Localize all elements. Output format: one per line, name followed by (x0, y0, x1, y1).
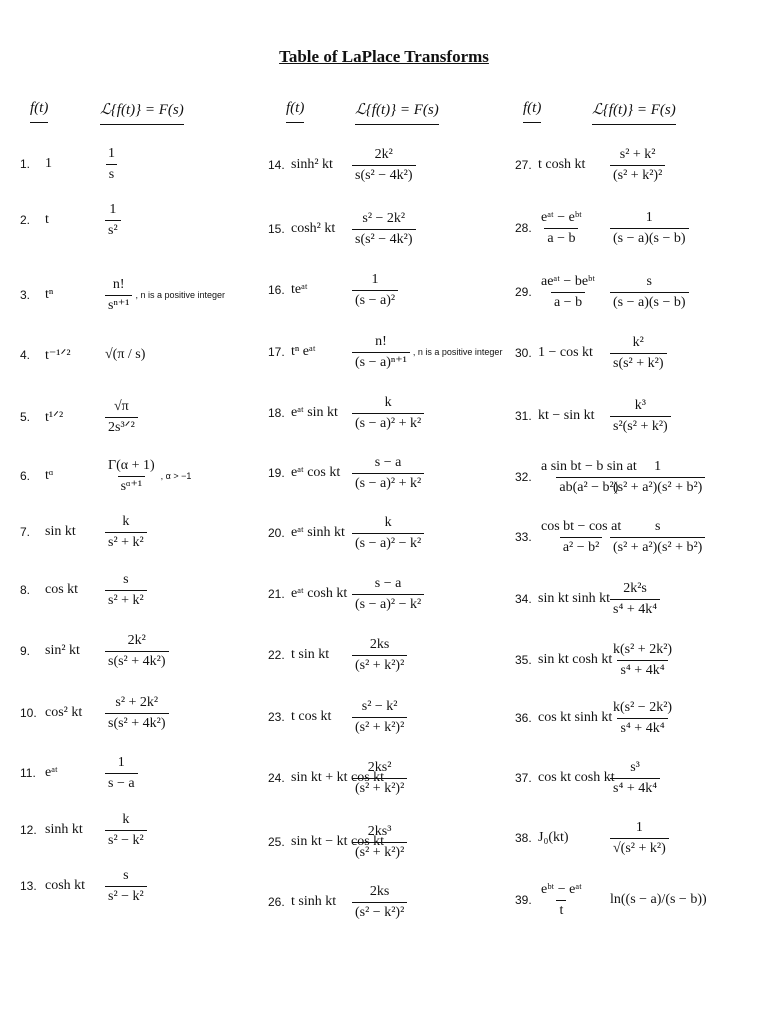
numerator: aeᵃᵗ − beᵇᵗ (541, 274, 596, 290)
numerator: s (123, 572, 129, 588)
transform-expression (610, 815, 669, 861)
function-text: sin² kt (45, 643, 80, 658)
transform-expression (610, 576, 660, 622)
function-text: eᵃᵗ sinh kt (291, 525, 345, 540)
function-expression (45, 272, 53, 318)
row-number: 35. (515, 653, 532, 667)
denominator: s² − k² (105, 886, 147, 904)
transform-condition-note: , n is a positive integer (412, 347, 503, 357)
row-number: 8. (20, 583, 31, 597)
row-number: 18. (268, 406, 285, 420)
transform-fraction (352, 637, 407, 673)
numerator: s (654, 519, 661, 535)
function-expression (291, 694, 331, 740)
row-number: 1. (20, 157, 31, 171)
numerator: 2ks² (367, 760, 392, 776)
transform-expression (352, 632, 407, 678)
function-expression (538, 142, 585, 188)
denominator: (s² + a²)(s² + b²) (610, 537, 705, 555)
transform-expression (352, 450, 424, 496)
transform-fraction (610, 147, 665, 183)
row-number: 29. (515, 285, 532, 299)
transform-expression (352, 694, 407, 740)
transform-expression (105, 690, 169, 736)
denominator: a² − b² (560, 537, 603, 555)
transform-expression (352, 755, 407, 801)
row-number: 34. (515, 592, 532, 606)
transform-fraction (610, 398, 671, 434)
transform-fraction (105, 458, 158, 494)
transform-fraction (610, 274, 689, 310)
row-number: 22. (268, 648, 285, 662)
transform-expression (610, 695, 675, 741)
denominator: s − a (105, 773, 138, 791)
function-expression (538, 695, 612, 741)
column-header-f: f(t) (523, 100, 541, 123)
transform-fraction (610, 519, 705, 555)
transform-expression (352, 819, 407, 865)
numerator: k (384, 515, 392, 531)
function-text: eᵃᵗ (45, 765, 58, 780)
numerator: 2ks (369, 637, 390, 653)
function-expression (291, 879, 336, 925)
transform-fraction (352, 576, 424, 612)
numerator: 1 (645, 210, 653, 226)
numerator: s² − 2k² (362, 211, 406, 227)
transform-fraction (105, 755, 138, 791)
denominator: a − b (544, 228, 578, 246)
function-expression (45, 509, 76, 555)
denominator: s² + k² (105, 590, 147, 608)
transform-expression (352, 329, 502, 375)
transform-condition-note: , n is a positive integer (135, 290, 226, 300)
denominator: (s − a)² − k² (352, 533, 424, 551)
numerator: 1 (654, 459, 662, 475)
transform-expression (105, 750, 138, 796)
transform-expression (610, 330, 667, 376)
transform-fraction (610, 210, 689, 246)
row-number: 7. (20, 525, 31, 539)
transform-fraction (105, 399, 138, 435)
numerator: k³ (634, 398, 646, 414)
function-text: sinh² kt (291, 157, 333, 172)
denominator: (s² + k²)² (610, 165, 665, 183)
numerator: 2k² (374, 147, 393, 163)
denominator: s⁴ + 4k⁴ (610, 778, 660, 796)
transform-fraction (105, 202, 121, 238)
function-expression (538, 330, 593, 376)
denominator: 2s³ᐟ² (105, 417, 138, 435)
transform-fraction (610, 760, 660, 796)
denominator: s⁴ + 4k⁴ (617, 718, 667, 736)
column-header-transform: ℒ{f(t)} = F(s) (592, 100, 676, 125)
denominator: ab(a² − b²) (556, 477, 621, 495)
row-number: 21. (268, 587, 285, 601)
transform-expression (105, 394, 138, 440)
transform-fraction (352, 147, 416, 183)
denominator: (s² + a²)(s² + b²) (610, 477, 705, 495)
function-expression (538, 576, 610, 622)
row-number: 16. (268, 283, 285, 297)
numerator: cos bt − cos at (541, 519, 622, 535)
row-number: 10. (20, 706, 37, 720)
transform-fraction (352, 760, 407, 796)
function-text: 1 (45, 156, 52, 171)
transform-expression (105, 141, 118, 187)
row-number: 2. (20, 213, 31, 227)
denominator: s⁴ + 4k⁴ (617, 660, 667, 678)
denominator: s(s² + k²) (610, 353, 667, 371)
numerator: k (122, 812, 130, 828)
function-text: sin kt − kt cos kt (291, 834, 385, 849)
numerator: s³ (630, 760, 640, 776)
denominator: (s − a)² − k² (352, 594, 424, 612)
function-expression (45, 453, 53, 499)
row-number: 23. (268, 710, 285, 724)
function-expression (291, 206, 335, 252)
numerator: a sin bt − b sin at (541, 459, 637, 475)
transform-fraction (105, 277, 132, 313)
function-expression (291, 390, 338, 436)
function-text: sin kt sinh kt (538, 591, 610, 606)
row-number: 39. (515, 893, 532, 907)
row-number: 32. (515, 470, 532, 484)
denominator: (s − a)² (352, 290, 398, 308)
numerator: n! (112, 277, 125, 293)
transform-fraction (105, 514, 147, 550)
function-expression (45, 690, 82, 736)
denominator: s(s² − 4k²) (352, 229, 416, 247)
numerator: √π (114, 399, 129, 415)
function-text: cosh kt (45, 878, 86, 893)
function-text: cos kt sinh kt (538, 710, 613, 725)
row-number: 20. (268, 526, 285, 540)
transform-expression (105, 807, 147, 853)
row-number: 11. (20, 766, 36, 780)
transform-fraction (352, 884, 407, 920)
function-text: sin kt cosh kt (538, 652, 613, 667)
transform-fraction (105, 146, 118, 182)
numerator: 1 (108, 146, 115, 162)
numerator: eᵇᵗ − eᵃᵗ (541, 882, 582, 898)
function-expression (538, 877, 585, 923)
denominator: s(s² − 4k²) (352, 165, 416, 183)
function-expression (291, 510, 345, 556)
denominator: t (556, 900, 566, 918)
transform-expression (610, 514, 705, 560)
transform-expression (105, 567, 147, 613)
function-expression (45, 863, 85, 909)
denominator: s⁴ + 4k⁴ (610, 599, 660, 617)
numerator: 1 (117, 755, 125, 771)
numerator: k² (632, 335, 644, 351)
row-number: 27. (515, 158, 532, 172)
row-number: 14. (268, 158, 285, 172)
row-number: 37. (515, 771, 532, 785)
function-fraction (538, 274, 598, 310)
function-expression (45, 394, 63, 440)
transform-fraction (610, 335, 667, 371)
denominator: √(s² + k²) (610, 838, 669, 856)
row-number: 9. (20, 644, 31, 658)
function-expression (538, 755, 615, 801)
function-expression (291, 632, 329, 678)
function-text: eᵃᵗ sin kt (291, 405, 338, 420)
transform-expression (105, 509, 147, 555)
transform-text: √(π / s) (105, 347, 146, 362)
column-header-f: f(t) (286, 100, 304, 123)
function-expression (291, 142, 333, 188)
denominator: (s² + k²)² (352, 717, 407, 735)
denominator: (s² − k²)² (352, 902, 407, 920)
function-text: t sinh kt (291, 894, 337, 909)
denominator: s²(s² + k²) (610, 416, 671, 434)
denominator: s² (105, 220, 121, 238)
transform-fraction (610, 581, 660, 617)
numerator: s² + k² (619, 147, 656, 163)
transform-fraction (352, 824, 407, 860)
denominator: a − b (551, 292, 585, 310)
transform-fraction (610, 700, 675, 736)
transform-expression (610, 454, 705, 500)
function-expression (538, 205, 585, 251)
transform-expression (105, 272, 225, 318)
transform-fraction (352, 699, 407, 735)
numerator: k (384, 395, 392, 411)
function-text: eᵃᵗ cos kt (291, 465, 341, 480)
numerator: 2k²s (623, 581, 647, 597)
denominator: (s − a)² + k² (352, 413, 424, 431)
function-text: tᵅ (45, 468, 54, 483)
function-text: sinh kt (45, 822, 83, 837)
transform-expression (610, 755, 660, 801)
transform-expression (352, 390, 424, 436)
numerator: s² − k² (361, 699, 398, 715)
transform-expression (352, 510, 424, 556)
transform-expression (352, 267, 398, 313)
numerator: s (646, 274, 652, 290)
numerator: 1 (635, 820, 643, 836)
transform-fraction (610, 820, 669, 856)
denominator: (s − a)(s − b) (610, 228, 689, 246)
transform-fraction (105, 812, 147, 848)
transform-expression (610, 269, 689, 315)
function-text: t cos kt (291, 709, 332, 724)
numerator: k(s² + 2k²) (613, 642, 673, 658)
transform-expression (105, 453, 191, 499)
transform-fraction (105, 633, 169, 669)
transform-expression (352, 879, 407, 925)
denominator: sᵅ⁺¹ (118, 476, 145, 494)
function-expression (45, 628, 80, 674)
denominator: (s − a)² + k² (352, 473, 424, 491)
transform-fraction (352, 395, 424, 431)
transform-fraction (352, 211, 416, 247)
transform-fraction (352, 455, 424, 491)
function-expression (45, 807, 83, 853)
transform-fraction (352, 272, 398, 308)
function-expression (291, 267, 308, 313)
transform-fraction (105, 695, 169, 731)
transform-text: ln((s − a)/(s − b)) (610, 892, 707, 907)
transform-fraction (610, 459, 705, 495)
transform-expression (352, 571, 424, 617)
numerator: n! (375, 334, 387, 350)
numerator: s (123, 868, 129, 884)
function-expression (538, 637, 612, 683)
denominator: s² − k² (105, 830, 147, 848)
function-text: t (45, 212, 49, 227)
denominator: (s − a)(s − b) (610, 292, 689, 310)
transform-expression (105, 332, 145, 378)
transform-expression (610, 205, 689, 251)
function-expression (538, 269, 598, 315)
transform-fraction (105, 572, 147, 608)
denominator: (s − a)ⁿ⁺¹ (352, 352, 410, 370)
function-text: t cosh kt (538, 157, 586, 172)
transform-fraction (352, 515, 424, 551)
transform-expression (352, 206, 416, 252)
transform-expression (105, 863, 147, 909)
row-number: 36. (515, 711, 532, 725)
function-text: 1 − cos kt (538, 345, 593, 360)
row-number: 26. (268, 895, 285, 909)
denominator: s (106, 164, 117, 182)
function-text: sin kt + kt cos kt (291, 770, 385, 785)
numerator: eᵃᵗ − eᵇᵗ (541, 210, 582, 226)
transform-fraction (610, 642, 675, 678)
function-text: cos kt (45, 582, 79, 597)
numerator: 1 (371, 272, 379, 288)
row-number: 5. (20, 410, 31, 424)
function-expression (291, 571, 347, 617)
function-text: kt − sin kt (538, 408, 595, 423)
function-text: tⁿ (45, 287, 54, 302)
function-expression (291, 450, 340, 496)
numerator: s − a (374, 576, 402, 592)
denominator: sⁿ⁺¹ (105, 295, 132, 313)
row-number: 25. (268, 835, 285, 849)
row-number: 3. (20, 288, 31, 302)
denominator: (s² + k²)² (352, 655, 407, 673)
function-expression (45, 332, 71, 378)
row-number: 17. (268, 345, 285, 359)
row-number: 13. (20, 879, 37, 893)
numerator: k(s² − 2k²) (613, 700, 673, 716)
column-header-transform: ℒ{f(t)} = F(s) (355, 100, 439, 125)
function-expression (45, 750, 58, 796)
row-number: 6. (20, 469, 31, 483)
row-number: 30. (515, 346, 532, 360)
numerator: 2ks (369, 884, 390, 900)
transform-condition-note: , α > −1 (160, 471, 192, 481)
function-text: t sin kt (291, 647, 330, 662)
function-text: J₀(kt) (538, 830, 569, 845)
function-expression (45, 567, 78, 613)
function-text: cos² kt (45, 705, 83, 720)
numerator: 2k² (127, 633, 146, 649)
transform-fraction (352, 334, 410, 370)
column-header-transform: ℒ{f(t)} = F(s) (100, 100, 184, 125)
numerator: s² + 2k² (115, 695, 159, 711)
denominator: s² + k² (105, 532, 147, 550)
numerator: Γ(α + 1) (108, 458, 155, 474)
function-text: sin kt (45, 524, 76, 539)
transform-expression (610, 142, 665, 188)
numerator: 2ks³ (367, 824, 392, 840)
transform-fraction (105, 868, 147, 904)
denominator: (s² + k²)² (352, 778, 407, 796)
function-fraction (538, 210, 585, 246)
function-text: eᵃᵗ cosh kt (291, 586, 348, 601)
function-expression (45, 141, 52, 187)
row-number: 31. (515, 409, 532, 423)
transform-expression (610, 877, 707, 923)
numerator: s − a (374, 455, 402, 471)
function-text: teᵃᵗ (291, 282, 308, 297)
row-number: 33. (515, 530, 532, 544)
row-number: 4. (20, 348, 31, 362)
function-expression (291, 329, 316, 375)
transform-expression (352, 142, 416, 188)
transform-expression (105, 628, 169, 674)
function-expression (538, 815, 569, 861)
function-fraction (538, 882, 585, 918)
function-expression (45, 197, 49, 243)
row-number: 12. (20, 823, 37, 837)
denominator: s(s² + 4k²) (105, 651, 169, 669)
row-number: 28. (515, 221, 532, 235)
denominator: s(s² + 4k²) (105, 713, 169, 731)
numerator: k (122, 514, 130, 530)
function-text: t¹ᐟ² (45, 409, 64, 425)
function-text: cosh² kt (291, 221, 336, 236)
column-header-f: f(t) (30, 100, 48, 123)
function-expression (538, 393, 595, 439)
function-text: tⁿ eᵃᵗ (291, 344, 316, 359)
page-title: Table of LaPlace Transforms (279, 47, 489, 66)
row-number: 38. (515, 831, 532, 845)
denominator: (s² + k²)² (352, 842, 407, 860)
transform-expression (610, 393, 671, 439)
numerator: 1 (109, 202, 117, 218)
function-text: t⁻¹ᐟ² (45, 347, 71, 363)
transform-expression (105, 197, 121, 243)
row-number: 24. (268, 771, 285, 785)
row-number: 15. (268, 222, 285, 236)
function-text: cos kt cosh kt (538, 770, 615, 785)
transform-expression (610, 637, 675, 683)
row-number: 19. (268, 466, 285, 480)
